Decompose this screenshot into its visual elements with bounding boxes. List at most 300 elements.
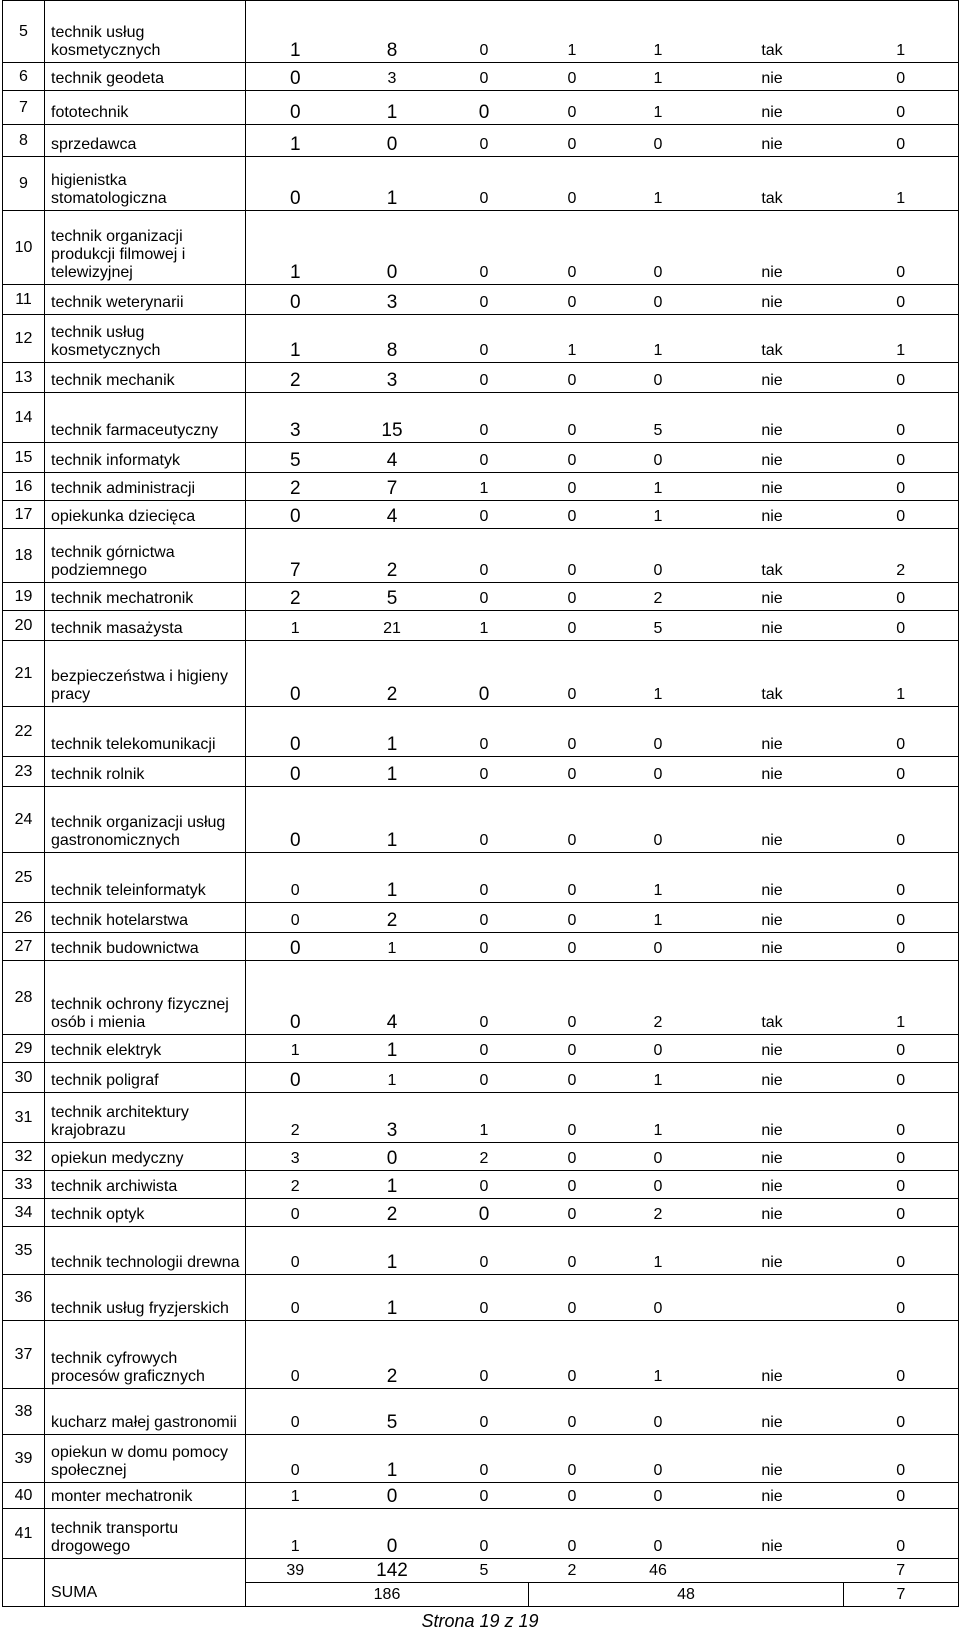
table-row: [3, 1321, 959, 1389]
value-cell: 0: [246, 285, 345, 315]
row-number: 21: [3, 641, 45, 707]
table-row: [3, 1063, 959, 1093]
value-cell: 0: [246, 933, 345, 961]
value-cell: 0: [844, 933, 959, 961]
row-number: 11: [3, 285, 45, 315]
value-cell: 0: [844, 501, 959, 529]
value-cell: 0: [616, 757, 701, 787]
value-cell: 0: [616, 529, 701, 583]
value-cell: tak: [701, 641, 844, 707]
sum-total: 7: [844, 1583, 959, 1607]
table-row: [3, 1389, 959, 1435]
value-cell: 0: [440, 125, 529, 157]
value-cell: 1: [345, 91, 440, 125]
value-cell: 0: [616, 1035, 701, 1063]
profession-name: technik masażysta: [45, 611, 246, 641]
value-cell: 1: [616, 473, 701, 501]
value-cell: 0: [616, 1389, 701, 1435]
value-cell: 0: [246, 1199, 345, 1227]
row-number: 15: [3, 443, 45, 473]
value-cell: tak: [701, 961, 844, 1035]
value-cell: 0: [529, 91, 616, 125]
value-cell: 0: [529, 443, 616, 473]
value-cell: 0: [529, 757, 616, 787]
value-cell: nie: [701, 853, 844, 903]
row-number: 26: [3, 903, 45, 933]
value-cell: 0: [440, 157, 529, 211]
value-cell: 1: [440, 473, 529, 501]
value-cell: 3: [345, 285, 440, 315]
profession-name: technik budownictwa: [45, 933, 246, 961]
value-cell: 0: [529, 787, 616, 853]
value-cell: 0: [616, 1143, 701, 1171]
value-cell: nie: [701, 285, 844, 315]
value-cell: 1: [616, 315, 701, 363]
value-cell: 3: [246, 393, 345, 443]
value-cell: [701, 1275, 844, 1321]
value-cell: 1: [844, 641, 959, 707]
value-cell: 1: [246, 1483, 345, 1509]
value-cell: 0: [440, 1199, 529, 1227]
table-row: [3, 1, 959, 63]
table-row: [3, 363, 959, 393]
value-cell: 0: [529, 933, 616, 961]
value-cell: 1: [616, 157, 701, 211]
statistics-table: [2, 0, 959, 1607]
value-cell: 1: [345, 1035, 440, 1063]
value-cell: 0: [440, 363, 529, 393]
sum-value: 46: [616, 1559, 701, 1583]
profession-name: technik architektury krajobrazu: [45, 1093, 246, 1143]
value-cell: 0: [844, 393, 959, 443]
table-row: [3, 707, 959, 757]
value-cell: 0: [246, 157, 345, 211]
profession-name: bezpieczeństwa i higieny pracy: [45, 641, 246, 707]
row-number: 7: [3, 91, 45, 125]
value-cell: 0: [844, 125, 959, 157]
value-cell: 1: [345, 157, 440, 211]
value-cell: 0: [616, 933, 701, 961]
value-cell: 1: [616, 1093, 701, 1143]
profession-name: technik usług kosmetycznych: [45, 315, 246, 363]
empty-cell: [3, 1559, 45, 1607]
value-cell: 0: [529, 903, 616, 933]
table-row: [3, 315, 959, 363]
row-number: 40: [3, 1483, 45, 1509]
value-cell: 0: [440, 529, 529, 583]
profession-name: technik telekomunikacji: [45, 707, 246, 757]
value-cell: 21: [345, 611, 440, 641]
value-cell: 0: [345, 1483, 440, 1509]
value-cell: tak: [701, 315, 844, 363]
table-row: [3, 1435, 959, 1483]
value-cell: 1: [345, 1171, 440, 1199]
profession-name: fototechnik: [45, 91, 246, 125]
profession-name: opiekun w domu pomocy społecznej: [45, 1435, 246, 1483]
value-cell: 7: [345, 473, 440, 501]
row-number: 39: [3, 1435, 45, 1483]
profession-name: technik archiwista: [45, 1171, 246, 1199]
value-cell: 0: [246, 757, 345, 787]
profession-name: technik hotelarstwa: [45, 903, 246, 933]
value-cell: 0: [616, 285, 701, 315]
profession-name: sprzedawca: [45, 125, 246, 157]
value-cell: 4: [345, 443, 440, 473]
value-cell: 1: [616, 1063, 701, 1093]
value-cell: nie: [701, 91, 844, 125]
table-row: [3, 63, 959, 91]
value-cell: 0: [844, 787, 959, 853]
value-cell: nie: [701, 501, 844, 529]
value-cell: 0: [616, 1171, 701, 1199]
value-cell: nie: [701, 707, 844, 757]
value-cell: 0: [844, 473, 959, 501]
value-cell: 0: [529, 285, 616, 315]
value-cell: 0: [246, 707, 345, 757]
value-cell: nie: [701, 903, 844, 933]
profession-name: opiekunka dziecięca: [45, 501, 246, 529]
profession-name: technik geodeta: [45, 63, 246, 91]
table-row: [3, 443, 959, 473]
table-row: [3, 285, 959, 315]
row-number: 31: [3, 1093, 45, 1143]
value-cell: 2: [440, 1143, 529, 1171]
value-cell: nie: [701, 1227, 844, 1275]
row-number: 17: [3, 501, 45, 529]
value-cell: 0: [844, 211, 959, 285]
row-number: 27: [3, 933, 45, 961]
value-cell: 0: [529, 1093, 616, 1143]
value-cell: 1: [616, 501, 701, 529]
profession-name: technik transportu drogowego: [45, 1509, 246, 1559]
value-cell: 0: [844, 1321, 959, 1389]
value-cell: 5: [246, 443, 345, 473]
value-cell: 0: [844, 285, 959, 315]
value-cell: 0: [440, 1063, 529, 1093]
value-cell: 0: [844, 1143, 959, 1171]
value-cell: 1: [246, 315, 345, 363]
value-cell: 3: [345, 63, 440, 91]
value-cell: 0: [616, 1483, 701, 1509]
table-wrapper: [2, 0, 958, 1607]
value-cell: nie: [701, 1035, 844, 1063]
row-number: 35: [3, 1227, 45, 1275]
row-number: 19: [3, 583, 45, 611]
row-number: 16: [3, 473, 45, 501]
value-cell: 0: [529, 1063, 616, 1093]
value-cell: 0: [844, 443, 959, 473]
value-cell: 1: [345, 757, 440, 787]
value-cell: 1: [440, 1093, 529, 1143]
value-cell: 0: [246, 787, 345, 853]
sum-value: 5: [440, 1559, 529, 1583]
value-cell: 0: [844, 1227, 959, 1275]
value-cell: 0: [616, 125, 701, 157]
value-cell: 0: [529, 363, 616, 393]
table-row: [3, 1035, 959, 1063]
value-cell: nie: [701, 1063, 844, 1093]
table-row: [3, 1171, 959, 1199]
value-cell: 0: [440, 961, 529, 1035]
profession-name: technik mechanik: [45, 363, 246, 393]
table-row: [3, 125, 959, 157]
value-cell: nie: [701, 1199, 844, 1227]
value-cell: 0: [844, 91, 959, 125]
profession-name: technik weterynarii: [45, 285, 246, 315]
value-cell: 0: [529, 611, 616, 641]
table-row: [3, 91, 959, 125]
profession-name: technik farmaceutyczny: [45, 393, 246, 443]
value-cell: 0: [246, 501, 345, 529]
value-cell: 0: [440, 315, 529, 363]
table-body: [3, 1, 959, 1607]
profession-name: higienistka stomatologiczna: [45, 157, 246, 211]
value-cell: 1: [246, 1035, 345, 1063]
value-cell: nie: [701, 787, 844, 853]
value-cell: 1: [844, 157, 959, 211]
row-number: 6: [3, 63, 45, 91]
value-cell: 0: [440, 63, 529, 91]
row-number: 8: [3, 125, 45, 157]
value-cell: nie: [701, 63, 844, 91]
table-row: [3, 529, 959, 583]
table-row: [3, 501, 959, 529]
value-cell: 0: [844, 1063, 959, 1093]
value-cell: 0: [440, 1321, 529, 1389]
value-cell: 2: [246, 1093, 345, 1143]
profession-name: technik cyfrowych procesów graficznych: [45, 1321, 246, 1389]
value-cell: 0: [246, 1227, 345, 1275]
value-cell: 0: [440, 1171, 529, 1199]
profession-name: technik optyk: [45, 1199, 246, 1227]
row-number: 29: [3, 1035, 45, 1063]
value-cell: 1: [616, 1321, 701, 1389]
profession-name: monter mechatronik: [45, 1483, 246, 1509]
sum-value: 142: [345, 1559, 440, 1583]
value-cell: 5: [616, 611, 701, 641]
table-row: [3, 211, 959, 285]
value-cell: 0: [246, 1275, 345, 1321]
value-cell: nie: [701, 1171, 844, 1199]
value-cell: 0: [246, 961, 345, 1035]
value-cell: 0: [246, 853, 345, 903]
sum-row-top: [3, 1559, 959, 1583]
table-row: [3, 1227, 959, 1275]
table-row: [3, 473, 959, 501]
value-cell: 0: [440, 757, 529, 787]
table-row: [3, 1509, 959, 1559]
value-cell: 0: [529, 157, 616, 211]
row-number: 36: [3, 1275, 45, 1321]
value-cell: 0: [529, 583, 616, 611]
value-cell: 0: [529, 1389, 616, 1435]
profession-name: technik usług fryzjerskich: [45, 1275, 246, 1321]
profession-name: technik elektryk: [45, 1035, 246, 1063]
value-cell: 0: [529, 1143, 616, 1171]
profession-name: technik technologii drewna: [45, 1227, 246, 1275]
value-cell: 1: [844, 315, 959, 363]
value-cell: 1: [440, 611, 529, 641]
value-cell: 0: [529, 473, 616, 501]
value-cell: 0: [246, 91, 345, 125]
value-cell: 0: [246, 63, 345, 91]
value-cell: 1: [529, 1, 616, 63]
value-cell: 0: [529, 1035, 616, 1063]
value-cell: nie: [701, 363, 844, 393]
value-cell: 0: [345, 1143, 440, 1171]
value-cell: 2: [246, 1171, 345, 1199]
value-cell: 0: [529, 1199, 616, 1227]
value-cell: 0: [345, 211, 440, 285]
value-cell: nie: [701, 443, 844, 473]
row-number: 20: [3, 611, 45, 641]
value-cell: 0: [844, 1199, 959, 1227]
value-cell: 2: [345, 529, 440, 583]
table-row: [3, 1483, 959, 1509]
row-number: 32: [3, 1143, 45, 1171]
value-cell: 15: [345, 393, 440, 443]
row-number: 37: [3, 1321, 45, 1389]
value-cell: 0: [844, 757, 959, 787]
table-row: [3, 903, 959, 933]
profession-name: technik organizacji produkcji filmowej i telewizyjnej: [45, 211, 246, 285]
value-cell: 1: [246, 125, 345, 157]
value-cell: 0: [440, 853, 529, 903]
value-cell: nie: [701, 1143, 844, 1171]
value-cell: 0: [440, 91, 529, 125]
table-row: [3, 611, 959, 641]
profession-name: technik informatyk: [45, 443, 246, 473]
value-cell: 0: [844, 363, 959, 393]
profession-name: technik teleinformatyk: [45, 853, 246, 903]
row-number: 30: [3, 1063, 45, 1093]
value-cell: 0: [616, 211, 701, 285]
value-cell: 0: [529, 707, 616, 757]
value-cell: 0: [529, 853, 616, 903]
row-number: 24: [3, 787, 45, 853]
value-cell: 0: [529, 1275, 616, 1321]
value-cell: nie: [701, 1321, 844, 1389]
value-cell: 0: [616, 1275, 701, 1321]
value-cell: 1: [616, 63, 701, 91]
value-cell: 4: [345, 501, 440, 529]
table-row: [3, 1093, 959, 1143]
value-cell: 8: [345, 1, 440, 63]
value-cell: 1: [345, 853, 440, 903]
row-number: 5: [3, 1, 45, 63]
value-cell: 0: [246, 903, 345, 933]
value-cell: 1: [616, 853, 701, 903]
profession-name: technik ochrony fizycznej osób i mienia: [45, 961, 246, 1035]
value-cell: 8: [345, 315, 440, 363]
value-cell: 0: [529, 641, 616, 707]
value-cell: nie: [701, 1483, 844, 1509]
value-cell: 5: [345, 583, 440, 611]
profession-name: technik mechatronik: [45, 583, 246, 611]
value-cell: 0: [616, 707, 701, 757]
row-number: 23: [3, 757, 45, 787]
value-cell: 0: [844, 1035, 959, 1063]
value-cell: 0: [440, 641, 529, 707]
value-cell: 1: [616, 1, 701, 63]
row-number: 10: [3, 211, 45, 285]
value-cell: 0: [844, 1171, 959, 1199]
row-number: 38: [3, 1389, 45, 1435]
value-cell: 3: [246, 1143, 345, 1171]
value-cell: 0: [529, 1435, 616, 1483]
value-cell: 0: [529, 1321, 616, 1389]
value-cell: 0: [844, 1275, 959, 1321]
value-cell: 0: [246, 641, 345, 707]
value-cell: 0: [616, 1435, 701, 1483]
value-cell: 0: [844, 903, 959, 933]
value-cell: 0: [440, 787, 529, 853]
value-cell: nie: [701, 933, 844, 961]
value-cell: 1: [246, 1, 345, 63]
value-cell: nie: [701, 611, 844, 641]
row-number: 13: [3, 363, 45, 393]
value-cell: nie: [701, 1509, 844, 1559]
value-cell: nie: [701, 583, 844, 611]
value-cell: 0: [440, 1389, 529, 1435]
value-cell: 3: [345, 1093, 440, 1143]
value-cell: 0: [529, 961, 616, 1035]
sum-total: 48: [529, 1583, 844, 1607]
value-cell: 5: [616, 393, 701, 443]
row-number: 34: [3, 1199, 45, 1227]
value-cell: 0: [529, 501, 616, 529]
sum-label: SUMA: [45, 1559, 246, 1607]
value-cell: 0: [529, 1227, 616, 1275]
value-cell: 5: [345, 1389, 440, 1435]
value-cell: 1: [345, 1435, 440, 1483]
page-footer: Strona 19 z 19: [421, 1611, 539, 1631]
sum-value: 2: [529, 1559, 616, 1583]
table-row: [3, 853, 959, 903]
sum-value: 7: [844, 1559, 959, 1583]
value-cell: tak: [701, 1, 844, 63]
row-number: 25: [3, 853, 45, 903]
table-row: [3, 787, 959, 853]
profession-name: technik rolnik: [45, 757, 246, 787]
table-row: [3, 157, 959, 211]
value-cell: 0: [440, 1509, 529, 1559]
value-cell: 0: [440, 933, 529, 961]
value-cell: 0: [440, 1, 529, 63]
value-cell: 0: [844, 853, 959, 903]
value-cell: 0: [246, 1063, 345, 1093]
value-cell: 1: [246, 611, 345, 641]
value-cell: 1: [345, 1227, 440, 1275]
value-cell: 0: [440, 583, 529, 611]
value-cell: nie: [701, 473, 844, 501]
value-cell: nie: [701, 1093, 844, 1143]
value-cell: 1: [616, 641, 701, 707]
value-cell: 0: [844, 583, 959, 611]
value-cell: 0: [616, 363, 701, 393]
profession-name: opiekun medyczny: [45, 1143, 246, 1171]
value-cell: 0: [440, 707, 529, 757]
sum-value: 39: [246, 1559, 345, 1583]
value-cell: 0: [844, 611, 959, 641]
value-cell: 1: [616, 903, 701, 933]
profession-name: technik organizacji usług gastronomicznych: [45, 787, 246, 853]
value-cell: 1: [616, 1227, 701, 1275]
value-cell: 2: [345, 641, 440, 707]
value-cell: 2: [616, 583, 701, 611]
value-cell: 0: [440, 393, 529, 443]
sum-value: [701, 1559, 844, 1583]
